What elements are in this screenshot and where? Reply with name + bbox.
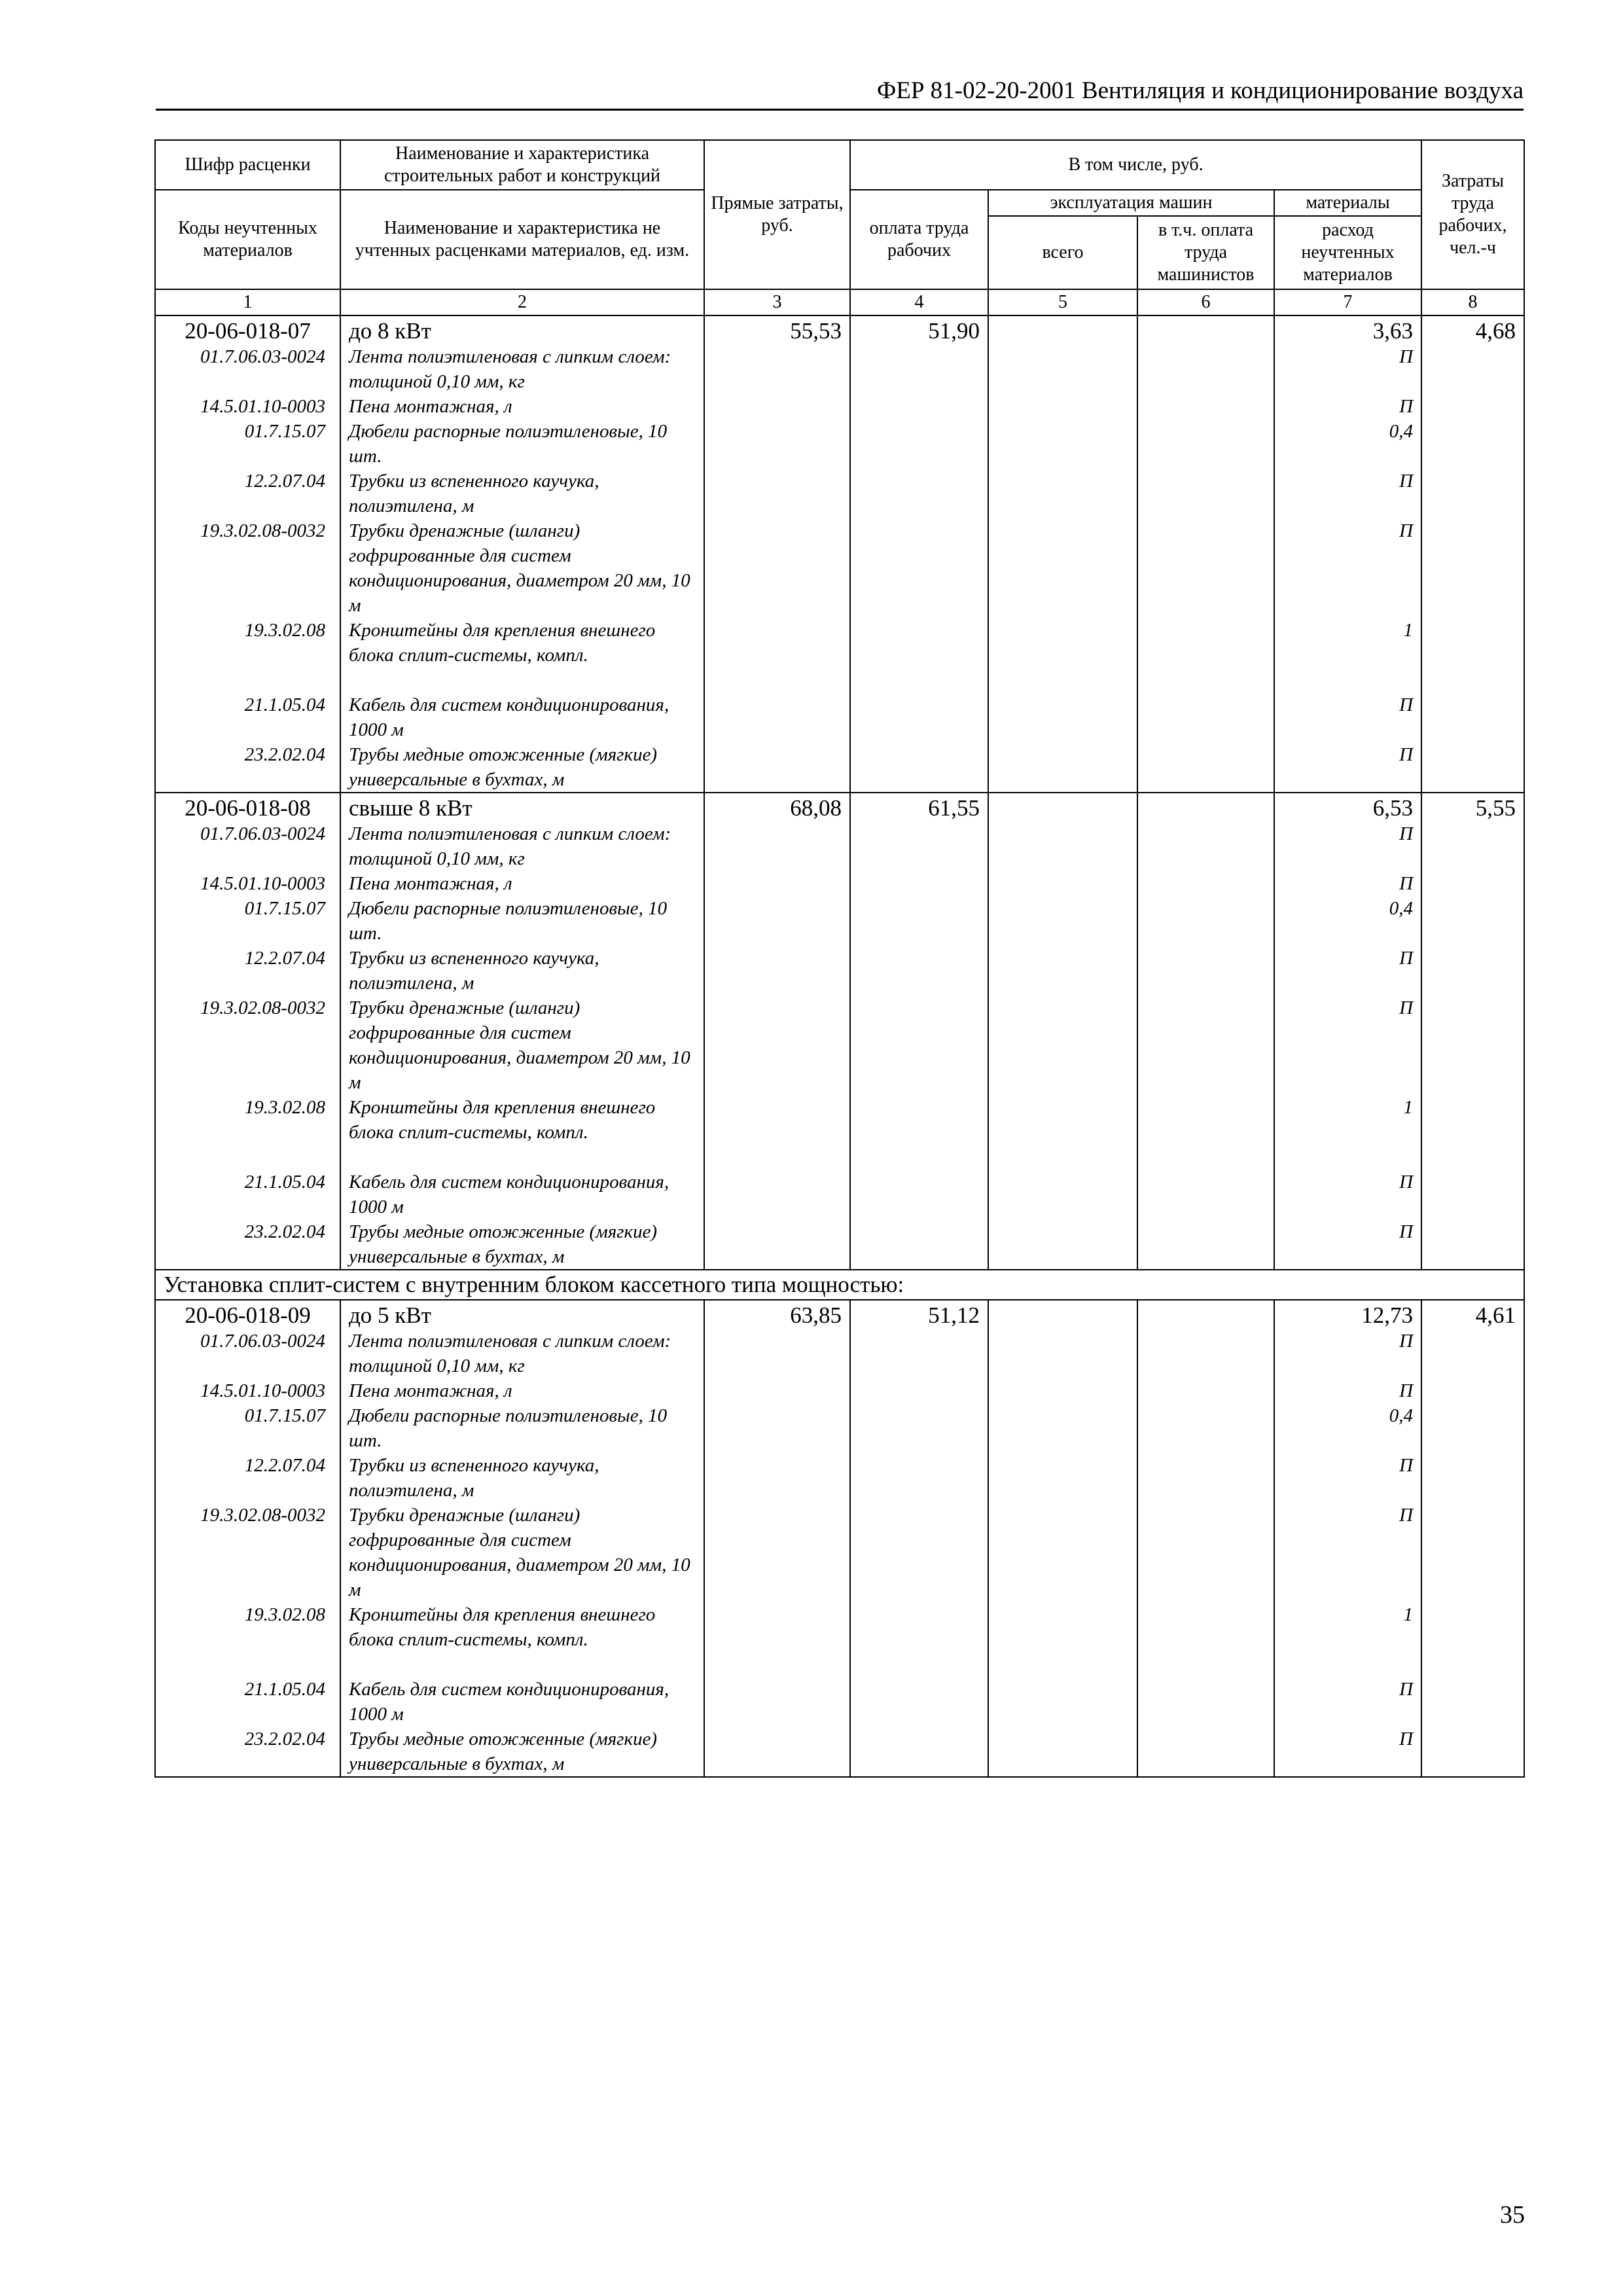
empty-cell xyxy=(988,419,1137,469)
empty-cell xyxy=(704,1727,850,1777)
material-code: 14.5.01.10-0003 xyxy=(155,1378,340,1403)
empty-cell xyxy=(704,618,850,692)
material-code: 14.5.01.10-0003 xyxy=(155,394,340,419)
empty-cell xyxy=(988,1453,1137,1503)
labor-value: 4,68 xyxy=(1421,315,1524,344)
material-code: 19.3.02.08-0032 xyxy=(155,996,340,1095)
empty-cell xyxy=(988,1677,1137,1727)
empty-cell xyxy=(850,1403,988,1453)
empty-cell xyxy=(1421,1727,1524,1777)
material-code: 12.2.07.04 xyxy=(155,946,340,996)
material-quantity: 1 xyxy=(1274,1095,1421,1170)
empty-cell xyxy=(704,419,850,469)
empty-cell xyxy=(1421,1378,1524,1403)
col-number: 5 xyxy=(988,289,1137,315)
empty-cell xyxy=(1137,1170,1274,1219)
empty-cell xyxy=(850,742,988,793)
empty-cell xyxy=(704,871,850,896)
material-quantity: П xyxy=(1274,394,1421,419)
material-code: 01.7.06.03-0024 xyxy=(155,821,340,871)
empty-cell xyxy=(704,469,850,518)
rate-code: 20-06-018-08 xyxy=(155,793,340,821)
empty-cell xyxy=(1421,1170,1524,1219)
material-quantity: П xyxy=(1274,1219,1421,1270)
material-quantity: 1 xyxy=(1274,618,1421,692)
empty-cell xyxy=(704,1378,850,1403)
material-row xyxy=(155,618,1524,692)
empty-cell xyxy=(988,1378,1137,1403)
labor-value: 4,61 xyxy=(1421,1300,1524,1329)
empty-cell xyxy=(850,996,988,1095)
empty-cell xyxy=(704,1170,850,1219)
rate-name: до 8 кВт xyxy=(340,315,704,344)
material-quantity: П xyxy=(1274,1378,1421,1403)
rate-row xyxy=(155,1300,1524,1329)
empty-cell xyxy=(850,1503,988,1602)
empty-cell xyxy=(988,692,1137,742)
material-quantity: П xyxy=(1274,469,1421,518)
header-machines: эксплуатация машин xyxy=(988,190,1274,216)
empty-cell xyxy=(988,1329,1137,1378)
empty-cell xyxy=(850,1602,988,1677)
material-quantity: П xyxy=(1274,1329,1421,1378)
material-row xyxy=(155,1403,1524,1453)
material-quantity: 0,4 xyxy=(1274,896,1421,946)
material-row xyxy=(155,896,1524,946)
empty-cell xyxy=(1421,344,1524,394)
material-name: Трубки из вспененного каучука, полиэтилена, м xyxy=(340,1453,704,1503)
material-name: Лента полиэтиленовая с липким слоем: толщиной 0,10 мм, кг xyxy=(340,344,704,394)
empty-cell xyxy=(988,996,1137,1095)
empty-cell xyxy=(988,1095,1137,1170)
col-number: 3 xyxy=(704,289,850,315)
material-row xyxy=(155,1378,1524,1403)
empty-cell xyxy=(850,871,988,896)
empty-cell xyxy=(1421,821,1524,871)
material-row xyxy=(155,1677,1524,1727)
material-code: 01.7.15.07 xyxy=(155,896,340,946)
machinist-pay-value xyxy=(1137,793,1274,821)
material-quantity: П xyxy=(1274,1503,1421,1602)
empty-cell xyxy=(1137,518,1274,618)
empty-cell xyxy=(850,1378,988,1403)
material-quantity: П xyxy=(1274,518,1421,618)
empty-cell xyxy=(1421,996,1524,1095)
empty-cell xyxy=(988,946,1137,996)
material-quantity: П xyxy=(1274,1170,1421,1219)
material-code: 23.2.02.04 xyxy=(155,1219,340,1270)
empty-cell xyxy=(704,946,850,996)
material-name: Лента полиэтиленовая с липким слоем: толщиной 0,10 мм, кг xyxy=(340,821,704,871)
empty-cell xyxy=(1137,996,1274,1095)
page-header: ФЕР 81-02-20-2001 Вентиляция и кондиционирование воздуха xyxy=(156,73,1524,111)
material-name: Кронштейны для крепления внешнего блока сплит-системы, компл. xyxy=(340,618,704,692)
empty-cell xyxy=(988,618,1137,692)
empty-cell xyxy=(850,518,988,618)
material-name: Трубы медные отожженные (мягкие) универсальные в бухтах, м xyxy=(340,1219,704,1270)
material-row xyxy=(155,394,1524,419)
empty-cell xyxy=(1421,871,1524,896)
empty-cell xyxy=(1421,896,1524,946)
header-name-bottom: Наименование и характеристика не учтенных расценками материалов, ед. изм. xyxy=(340,190,704,289)
material-row xyxy=(155,344,1524,394)
material-code: 01.7.06.03-0024 xyxy=(155,344,340,394)
empty-cell xyxy=(850,692,988,742)
empty-cell xyxy=(988,344,1137,394)
material-quantity: П xyxy=(1274,946,1421,996)
empty-cell xyxy=(1137,946,1274,996)
empty-cell xyxy=(704,1403,850,1453)
material-name: Пена монтажная, л xyxy=(340,1378,704,1403)
material-code: 12.2.07.04 xyxy=(155,1453,340,1503)
empty-cell xyxy=(988,518,1137,618)
material-code: 21.1.05.04 xyxy=(155,692,340,742)
material-name: Дюбели распорные полиэтиленовые, 10 шт. xyxy=(340,896,704,946)
empty-cell xyxy=(988,1219,1137,1270)
material-row xyxy=(155,1219,1524,1270)
rate-name: свыше 8 кВт xyxy=(340,793,704,821)
header-machines-total: всего xyxy=(988,216,1137,289)
material-code: 19.3.02.08-0032 xyxy=(155,1503,340,1602)
empty-cell xyxy=(850,1453,988,1503)
empty-cell xyxy=(1137,871,1274,896)
header-cipher: Шифр расценки xyxy=(155,140,340,190)
machines-value xyxy=(988,1300,1137,1329)
empty-cell xyxy=(1137,419,1274,469)
empty-cell xyxy=(850,946,988,996)
empty-cell xyxy=(850,821,988,871)
material-name: Лента полиэтиленовая с липким слоем: толщиной 0,10 мм, кг xyxy=(340,1329,704,1378)
material-quantity: П xyxy=(1274,871,1421,896)
header-materials-consumption: расход неучтенных материалов xyxy=(1274,216,1421,289)
empty-cell xyxy=(1137,692,1274,742)
empty-cell xyxy=(988,1503,1137,1602)
material-code: 19.3.02.08 xyxy=(155,618,340,692)
material-row xyxy=(155,1329,1524,1378)
empty-cell xyxy=(1137,1727,1274,1777)
empty-cell xyxy=(1421,1602,1524,1677)
header-labor-costs: Затраты труда рабочих, чел.-ч xyxy=(1421,140,1524,289)
material-name: Пена монтажная, л xyxy=(340,394,704,419)
material-name: Кабель для систем кондиционирования, 1000 м xyxy=(340,1677,704,1727)
empty-cell xyxy=(704,344,850,394)
empty-cell xyxy=(1421,946,1524,996)
material-code: 23.2.02.04 xyxy=(155,1727,340,1777)
rates-table xyxy=(154,139,1525,1778)
machines-value xyxy=(988,315,1137,344)
empty-cell xyxy=(850,1170,988,1219)
material-name: Трубки из вспененного каучука, полиэтилена, м xyxy=(340,469,704,518)
empty-cell xyxy=(1421,1095,1524,1170)
material-name: Дюбели распорные полиэтиленовые, 10 шт. xyxy=(340,419,704,469)
material-name: Трубки из вспененного каучука, полиэтилена, м xyxy=(340,946,704,996)
empty-cell xyxy=(1137,1453,1274,1503)
empty-cell xyxy=(704,1677,850,1727)
col-number: 4 xyxy=(850,289,988,315)
empty-cell xyxy=(1421,1503,1524,1602)
section-title: Установка сплит-систем с внутренним блоком кассетного типа мощностью: xyxy=(155,1270,1524,1300)
material-name: Кронштейны для крепления внешнего блока сплит-системы, компл. xyxy=(340,1095,704,1170)
material-code: 01.7.06.03-0024 xyxy=(155,1329,340,1378)
rate-name: до 5 кВт xyxy=(340,1300,704,1329)
empty-cell xyxy=(1137,1378,1274,1403)
material-code: 12.2.07.04 xyxy=(155,469,340,518)
material-name: Кронштейны для крепления внешнего блока сплит-системы, компл. xyxy=(340,1602,704,1677)
material-row xyxy=(155,1453,1524,1503)
material-code: 23.2.02.04 xyxy=(155,742,340,793)
empty-cell xyxy=(704,1219,850,1270)
material-row xyxy=(155,742,1524,793)
material-row xyxy=(155,1170,1524,1219)
materials-value: 6,53 xyxy=(1274,793,1421,821)
material-name: Трубы медные отожженные (мягкие) универсальные в бухтах, м xyxy=(340,1727,704,1777)
section-row xyxy=(155,1270,1524,1300)
empty-cell xyxy=(1137,1403,1274,1453)
machines-value xyxy=(988,793,1137,821)
worker-pay-value: 61,55 xyxy=(850,793,988,821)
empty-cell xyxy=(850,394,988,419)
rate-code: 20-06-018-07 xyxy=(155,315,340,344)
header-direct-costs: Прямые затраты, руб. xyxy=(704,140,850,289)
empty-cell xyxy=(704,1602,850,1677)
empty-cell xyxy=(850,1677,988,1727)
material-row xyxy=(155,692,1524,742)
empty-cell xyxy=(988,1727,1137,1777)
empty-cell xyxy=(704,692,850,742)
material-quantity: П xyxy=(1274,821,1421,871)
empty-cell xyxy=(850,469,988,518)
machinist-pay-value xyxy=(1137,1300,1274,1329)
empty-cell xyxy=(1137,821,1274,871)
empty-cell xyxy=(1421,742,1524,793)
worker-pay-value: 51,12 xyxy=(850,1300,988,1329)
col-number: 8 xyxy=(1421,289,1524,315)
empty-cell xyxy=(850,1727,988,1777)
empty-cell xyxy=(988,821,1137,871)
empty-cell xyxy=(850,344,988,394)
material-name: Трубки дренажные (шланги) гофрированные для систем кондиционирования, диаметром 20 мм, 10 м xyxy=(340,996,704,1095)
empty-cell xyxy=(704,394,850,419)
material-code: 01.7.15.07 xyxy=(155,1403,340,1453)
rates-body xyxy=(155,315,1524,1777)
material-name: Трубки дренажные (шланги) гофрированные для систем кондиционирования, диаметром 20 мм, 10 м xyxy=(340,518,704,618)
material-quantity: 0,4 xyxy=(1274,419,1421,469)
material-quantity: П xyxy=(1274,996,1421,1095)
empty-cell xyxy=(850,896,988,946)
direct-costs-value: 55,53 xyxy=(704,315,850,344)
empty-cell xyxy=(1137,1219,1274,1270)
material-code: 01.7.15.07 xyxy=(155,419,340,469)
material-row xyxy=(155,1602,1524,1677)
empty-cell xyxy=(1137,469,1274,518)
empty-cell xyxy=(1421,1219,1524,1270)
empty-cell xyxy=(704,742,850,793)
empty-cell xyxy=(1137,896,1274,946)
empty-cell xyxy=(1137,344,1274,394)
material-row xyxy=(155,518,1524,618)
material-row xyxy=(155,821,1524,871)
material-quantity: П xyxy=(1274,1453,1421,1503)
material-quantity: П xyxy=(1274,344,1421,394)
empty-cell xyxy=(704,821,850,871)
material-row xyxy=(155,1095,1524,1170)
col-number: 1 xyxy=(155,289,340,315)
materials-value: 3,63 xyxy=(1274,315,1421,344)
empty-cell xyxy=(1421,618,1524,692)
worker-pay-value: 51,90 xyxy=(850,315,988,344)
empty-cell xyxy=(988,469,1137,518)
empty-cell xyxy=(850,1329,988,1378)
empty-cell xyxy=(988,1170,1137,1219)
empty-cell xyxy=(988,742,1137,793)
empty-cell xyxy=(850,419,988,469)
col-number: 2 xyxy=(340,289,704,315)
materials-value: 12,73 xyxy=(1274,1300,1421,1329)
empty-cell xyxy=(1137,1095,1274,1170)
direct-costs-value: 68,08 xyxy=(704,793,850,821)
material-quantity: П xyxy=(1274,692,1421,742)
material-code: 19.3.02.08 xyxy=(155,1602,340,1677)
header-including: В том числе, руб. xyxy=(850,140,1421,190)
empty-cell xyxy=(988,896,1137,946)
empty-cell xyxy=(704,1095,850,1170)
empty-cell xyxy=(704,1503,850,1602)
col-number: 7 xyxy=(1274,289,1421,315)
empty-cell xyxy=(704,1329,850,1378)
material-row xyxy=(155,871,1524,896)
page-number: 35 xyxy=(1500,2201,1525,2229)
material-row xyxy=(155,419,1524,469)
empty-cell xyxy=(704,1453,850,1503)
material-quantity: 0,4 xyxy=(1274,1403,1421,1453)
material-row xyxy=(155,1503,1524,1602)
header-worker-pay: оплата труда рабочих xyxy=(850,190,988,289)
material-name: Трубки дренажные (шланги) гофрированные для систем кондиционирования, диаметром 20 мм, 10 м xyxy=(340,1503,704,1602)
material-row xyxy=(155,469,1524,518)
empty-cell xyxy=(988,394,1137,419)
empty-cell xyxy=(1421,1677,1524,1727)
material-code: 14.5.01.10-0003 xyxy=(155,871,340,896)
material-quantity: П xyxy=(1274,742,1421,793)
empty-cell xyxy=(850,618,988,692)
header-materials: материалы xyxy=(1274,190,1421,216)
material-row xyxy=(155,1727,1524,1777)
material-quantity: П xyxy=(1274,1727,1421,1777)
empty-cell xyxy=(988,871,1137,896)
empty-cell xyxy=(1421,518,1524,618)
direct-costs-value: 63,85 xyxy=(704,1300,850,1329)
col-number: 6 xyxy=(1137,289,1274,315)
material-row xyxy=(155,996,1524,1095)
empty-cell xyxy=(1137,618,1274,692)
empty-cell xyxy=(988,1403,1137,1453)
empty-cell xyxy=(704,896,850,946)
material-name: Кабель для систем кондиционирования, 1000 м xyxy=(340,1170,704,1219)
empty-cell xyxy=(1421,469,1524,518)
empty-cell xyxy=(704,518,850,618)
empty-cell xyxy=(1421,1329,1524,1378)
header-name-top: Наименование и характеристика строительных работ и конструкций xyxy=(340,140,704,190)
empty-cell xyxy=(1137,1503,1274,1602)
rate-row xyxy=(155,315,1524,344)
material-name: Трубы медные отожженные (мягкие) универсальные в бухтах, м xyxy=(340,742,704,793)
empty-cell xyxy=(1421,692,1524,742)
material-code: 19.3.02.08 xyxy=(155,1095,340,1170)
header-codes: Коды неучтенных материалов xyxy=(155,190,340,289)
empty-cell xyxy=(1137,1602,1274,1677)
empty-cell xyxy=(704,996,850,1095)
empty-cell xyxy=(1421,394,1524,419)
empty-cell xyxy=(1137,742,1274,793)
empty-cell xyxy=(850,1095,988,1170)
material-name: Дюбели распорные полиэтиленовые, 10 шт. xyxy=(340,1403,704,1453)
empty-cell xyxy=(1421,1453,1524,1503)
rate-row xyxy=(155,793,1524,821)
material-name: Пена монтажная, л xyxy=(340,871,704,896)
material-quantity: 1 xyxy=(1274,1602,1421,1677)
column-number-row xyxy=(155,289,1524,315)
machinist-pay-value xyxy=(1137,315,1274,344)
labor-value: 5,55 xyxy=(1421,793,1524,821)
empty-cell xyxy=(1137,1329,1274,1378)
material-code: 21.1.05.04 xyxy=(155,1170,340,1219)
material-code: 21.1.05.04 xyxy=(155,1677,340,1727)
empty-cell xyxy=(1137,394,1274,419)
empty-cell xyxy=(850,1219,988,1270)
material-name: Кабель для систем кондиционирования, 1000 м xyxy=(340,692,704,742)
material-code: 19.3.02.08-0032 xyxy=(155,518,340,618)
material-row xyxy=(155,946,1524,996)
empty-cell xyxy=(1137,1677,1274,1727)
empty-cell xyxy=(1421,1403,1524,1453)
empty-cell xyxy=(988,1602,1137,1677)
empty-cell xyxy=(1421,419,1524,469)
header-machinist-pay: в т.ч. оплата труда машинистов xyxy=(1137,216,1274,289)
rate-code: 20-06-018-09 xyxy=(155,1300,340,1329)
material-quantity: П xyxy=(1274,1677,1421,1727)
